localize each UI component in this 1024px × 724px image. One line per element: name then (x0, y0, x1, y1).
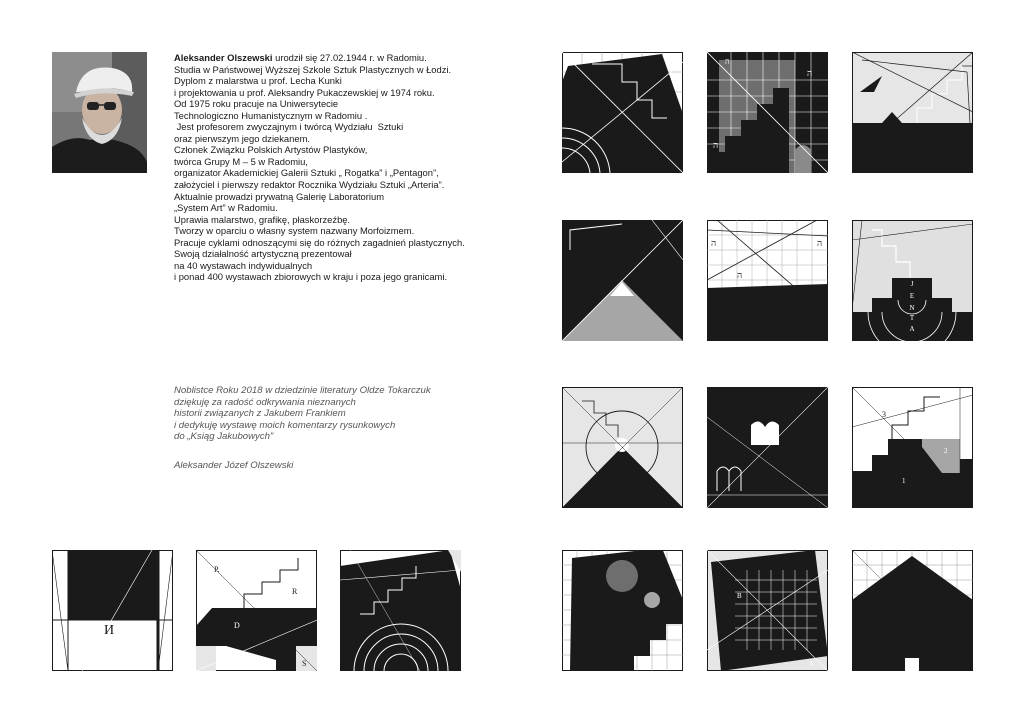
letter: J (910, 280, 914, 288)
hebrew-glyph: ה (817, 238, 823, 248)
bio-line: Jest profesorem zwyczajnym i twórcą Wydziału Sztuki (174, 121, 404, 133)
artwork-arches (707, 387, 828, 508)
bio-line: oraz pierwszym jego dziekanem. (174, 132, 310, 144)
bio-line: założyciel i pierwszy redaktor Rocznika Wydziału Sztuki „Arteria”. (174, 179, 445, 191)
bio-line: Studia w Państwowej Wyższej Szkole Sztuk Plastycznych w Łodzi. (174, 63, 452, 75)
bio-line: i ponad 400 wystawach zbiorowych w kraju i poza jego granicami. (174, 271, 448, 283)
bio-line: Swoją działalność artystyczną prezentował (174, 248, 352, 260)
bio-line: Uprawia malarstwo, grafikę, płaskorzeźbę. (174, 213, 351, 225)
signature: Aleksander Józef Olszewski (174, 460, 294, 471)
artwork-menorah-steps (340, 550, 461, 671)
letter-glyph: И (104, 623, 115, 638)
dedication-line: do „Ksiąg Jakubowych” (174, 431, 274, 442)
artwork-staircase-arcs (562, 52, 683, 173)
artwork-reversed-n (52, 550, 173, 671)
dedication-line: i dedykuję wystawę moich komentarzy rysunkowych (174, 419, 396, 431)
bio-line: Pracuje cyklami odnoszącymi się do różnych zagadnień plastycznych. (174, 236, 465, 248)
artwork-grey-mountain (562, 220, 683, 341)
letter: D (234, 621, 240, 630)
hebrew-glyph: ה (725, 57, 730, 66)
dedication-line: dziękuję za radość odkrywania nieznanych (174, 396, 356, 408)
bio-line: Tworzy w oparciu o własny system nazwany Morfoizmem. (174, 225, 415, 237)
bio-line: Dyplom z malarstwa u prof. Lecha Kunki (174, 75, 342, 87)
artwork-grid-black-base (707, 220, 828, 341)
bio-line: „System Art” w Radomiu. (174, 202, 278, 214)
author-photo (52, 52, 147, 173)
artwork-grey-pyramid (707, 52, 828, 173)
dedication (174, 385, 504, 443)
hebrew-glyph: ה (737, 270, 743, 280)
bio-line: Technologiczno Humanistycznym w Radomiu . (174, 109, 368, 121)
artwork-circle-mountain (562, 387, 683, 508)
hebrew-glyph: ה (807, 68, 813, 78)
number-label: 3 (882, 410, 886, 419)
letter: A (809, 660, 815, 668)
letter: P. (214, 565, 220, 574)
letter: S (302, 659, 307, 668)
letter: T (909, 314, 915, 322)
bio-line: Od 1975 roku pracuje na Uniwersytecie (174, 98, 339, 110)
artwork-pentagon (852, 550, 973, 671)
letter: E (909, 292, 915, 300)
dedication-line: historii związanych z Jakubem Frankiem (174, 408, 346, 419)
letter: R (292, 587, 298, 596)
artwork-numbered-steps (852, 387, 973, 508)
bio-line: i projektowania u prof. Aleksandry Pukaczewskiej w 1974 roku. (174, 86, 435, 98)
number-label: 2 (944, 447, 948, 455)
hebrew-glyph: ה (713, 140, 719, 150)
artwork-rotated-grid (707, 550, 828, 671)
dedication-line: Noblistce Roku 2018 w dziedzinie literatury Oldze Tokarczuk (174, 385, 431, 396)
bio-line: Aktualnie prowadzi prywatną Galerię Laboratorium (174, 190, 385, 202)
hebrew-glyph: ה (711, 238, 717, 248)
artwork-circles-steps (562, 550, 683, 671)
bio-line: twórca Grupy M – 5 w Radomiu, (174, 155, 308, 167)
letter: B (737, 592, 742, 600)
author-intro: urodził się 27.02.1944 r. w Radomiu. (272, 52, 427, 63)
author-biography (174, 52, 504, 283)
letter: N (909, 304, 915, 312)
artwork-triangle-horizon (852, 52, 973, 173)
bio-line: Członek Związku Polskich Artystów Plastyków, (174, 144, 368, 156)
bio-line: organizator Akademickiej Galerii Sztuki „ Rogatka” i „Pentagon”, (174, 167, 439, 179)
author-name: Aleksander Olszewski (174, 52, 273, 63)
artwork-prds (196, 550, 317, 671)
bio-line: na 40 wystawach indywidualnych (174, 259, 313, 271)
artwork-jenta (852, 220, 973, 341)
letter: A (909, 325, 915, 333)
number-label: 1 (902, 477, 906, 485)
